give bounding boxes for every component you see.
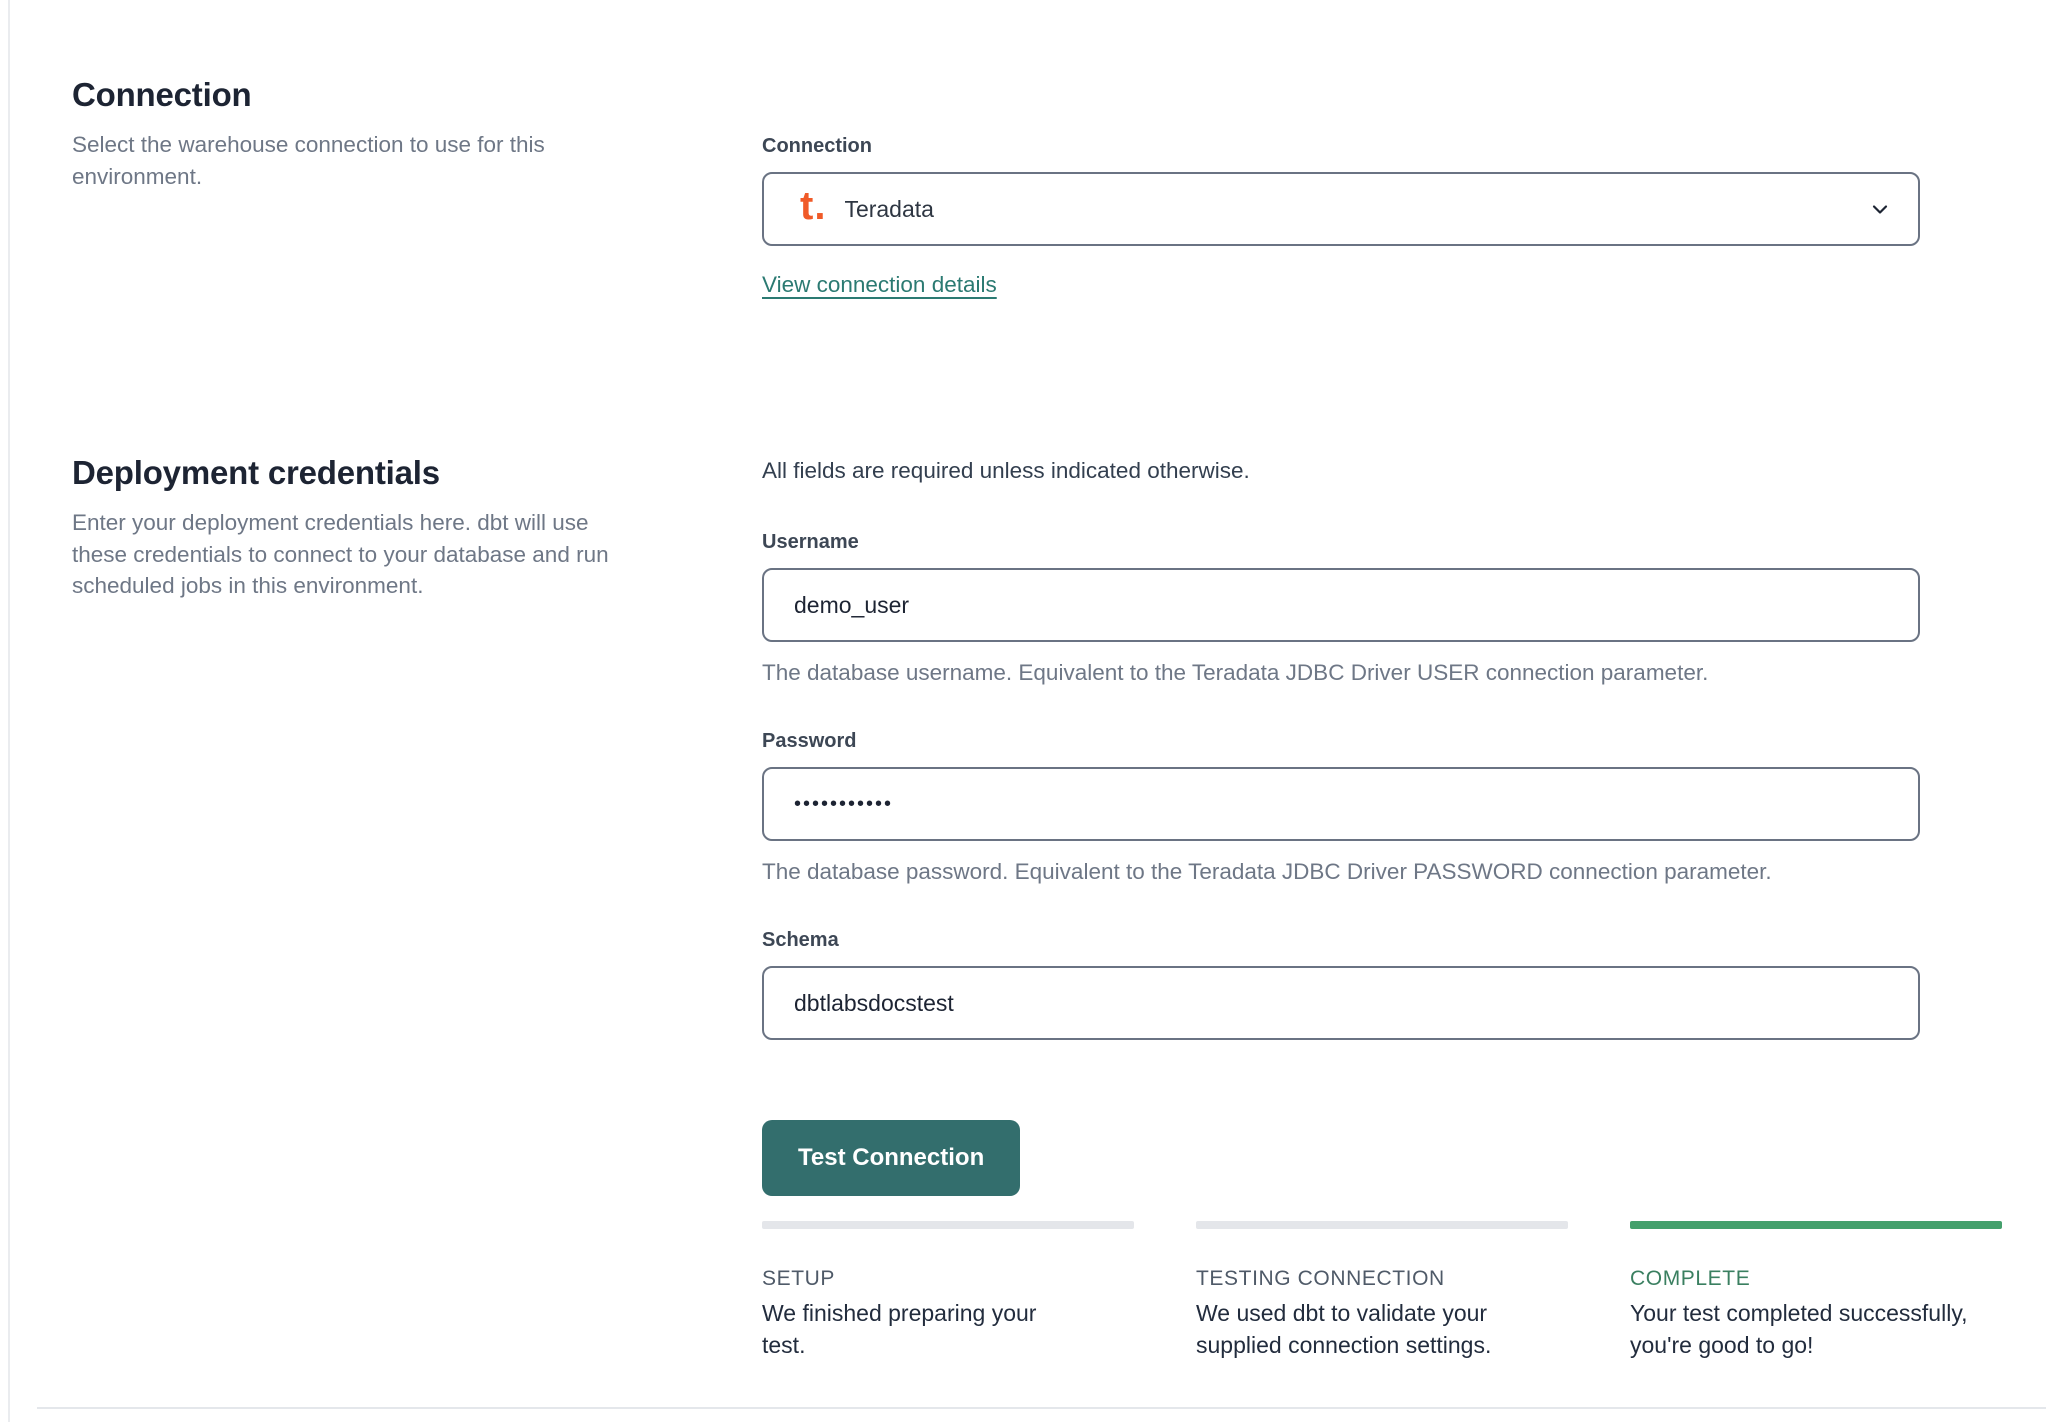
connection-section-title: Connection: [72, 76, 252, 113]
step-complete-progress-bar: [1630, 1221, 2002, 1229]
step-complete-label: COMPLETE: [1630, 1267, 1751, 1290]
password-input[interactable]: [762, 767, 1920, 841]
connection-section: [72, 75, 2006, 298]
step-testing-label: TESTING CONNECTION: [1196, 1267, 1445, 1290]
required-fields-note: All fields are required unless indicated otherwise.: [762, 458, 1250, 483]
password-help-text: The database password. Equivalent to the Teradata JDBC Driver PASSWORD connection parameter.: [762, 859, 1772, 884]
schema-field-group: [762, 927, 1920, 1040]
step-testing-text: We used dbt to validate your supplied connection settings.: [1196, 1300, 1492, 1359]
step-setup-label: SETUP: [762, 1267, 836, 1290]
connection-field-label: Connection: [762, 135, 872, 157]
step-testing-progress-bar: [1196, 1221, 1568, 1229]
bottom-divider: [37, 1407, 2046, 1409]
credentials-form: [762, 453, 1968, 1361]
test-progress-steps: [762, 1221, 2002, 1361]
username-input[interactable]: [762, 568, 1920, 642]
connection-section-form: [762, 75, 1920, 298]
chevron-down-icon: [1868, 197, 1892, 221]
step-complete-text: Your test completed successfully, you're good to go!: [1630, 1300, 1968, 1359]
credentials-section: [72, 453, 2006, 1361]
connection-select-value: Teradata: [844, 195, 934, 222]
view-connection-details-link[interactable]: View connection details: [762, 272, 997, 297]
password-label: Password: [762, 730, 857, 752]
username-field-group: [762, 529, 1920, 686]
step-setup-progress-bar: [762, 1221, 1134, 1229]
connection-select[interactable]: [762, 172, 1920, 246]
username-help-text: The database username. Equivalent to the Teradata JDBC Driver USER connection parameter.: [762, 660, 1709, 685]
schema-input[interactable]: [762, 966, 1920, 1040]
step-setup-text: We finished preparing your test.: [762, 1300, 1037, 1359]
credentials-section-description: Enter your deployment credentials here. dbt will use these credentials to connect to your database and run scheduled jobs in this environment.: [72, 509, 609, 599]
step-complete: [1630, 1221, 2002, 1361]
step-setup: [762, 1221, 1134, 1361]
test-connection-button[interactable]: Test Connection: [762, 1120, 1020, 1196]
schema-label: Schema: [762, 929, 839, 951]
credentials-section-title: Deployment credentials: [72, 454, 440, 491]
password-field-group: [762, 728, 1920, 885]
connection-section-intro: [72, 75, 762, 298]
step-testing-connection: [1196, 1221, 1568, 1361]
connection-section-description: Select the warehouse connection to use for this environment.: [72, 131, 545, 189]
username-label: Username: [762, 531, 859, 553]
credentials-section-intro: [72, 453, 762, 1361]
teradata-logo: t.: [800, 184, 827, 228]
